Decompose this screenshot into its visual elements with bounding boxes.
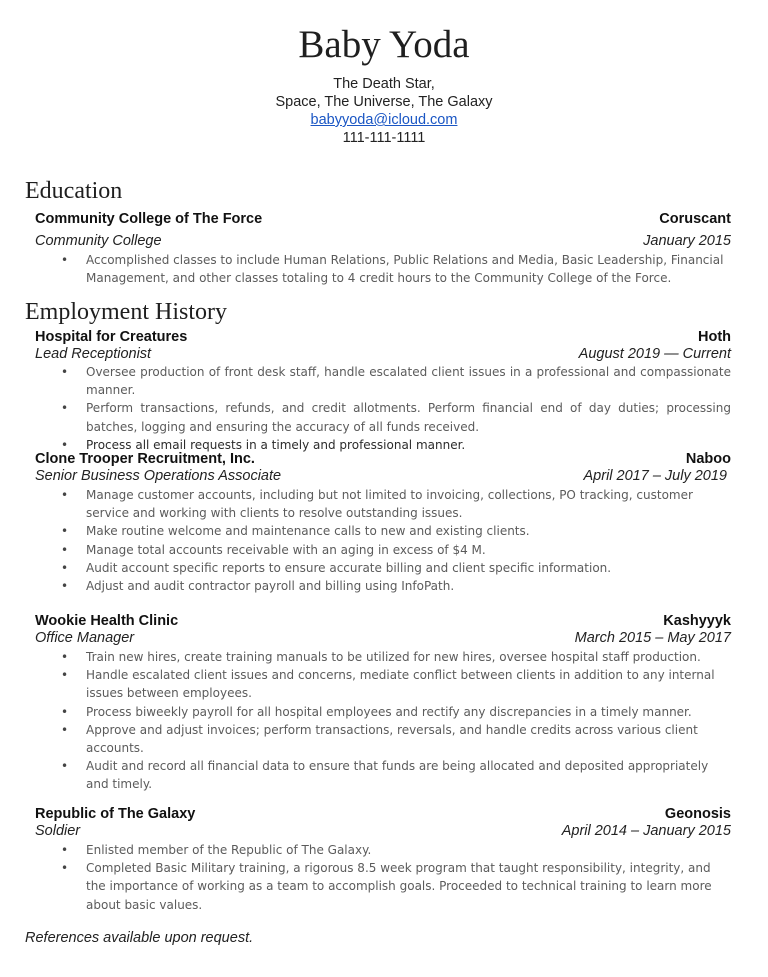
bullet-icon: • [61, 668, 69, 683]
employer-name: Wookie Health Clinic [35, 613, 179, 629]
job-dates: August 2019 — Current [578, 346, 731, 362]
bullet-icon: • [61, 579, 69, 594]
bullet-icon: • [61, 861, 69, 876]
education-school-row [35, 210, 731, 229]
bullet-icon: • [61, 488, 69, 502]
address-line-1: The Death Star, [333, 76, 435, 92]
job-bullets [58, 486, 708, 595]
job-role: Senior Business Operations Associate [35, 468, 282, 484]
job-location: Kashyyyk [663, 613, 731, 629]
job-role-row [35, 629, 731, 648]
phone-number: 111-111-1111 [342, 130, 426, 146]
education-heading: Education [25, 178, 123, 204]
bullet-icon: • [61, 253, 69, 267]
job-role-row [35, 467, 727, 486]
list-item: • Handle escalated client issues and concerns, mediate conflict between clients in addition to any internal issues between employees. [61, 668, 715, 701]
list-item: • Train new hires, create training manuals to be utilized for new hires, oversee hospital staff production. [58, 648, 731, 666]
list-item: • Perform transactions, refunds, and credit allotments. Perform financial end of day duties; processing batches, logging and ensuring the accuracy of all funds received. [61, 401, 731, 434]
list-item: • Process biweekly payroll for all hospital employees and rectify any discrepancies in a timely manner. [58, 703, 731, 721]
job-bullets [58, 363, 731, 454]
employer-name: Clone Trooper Recruitment, Inc. [35, 451, 255, 467]
bullet-icon: • [61, 560, 69, 575]
job-location: Geonosis [664, 806, 731, 822]
school-type: Community College [35, 233, 162, 249]
job-location: Naboo [685, 451, 731, 467]
references-note: References available upon request. [25, 930, 254, 946]
bullet-icon: • [61, 843, 69, 857]
job-dates: March 2015 – May 2017 [574, 630, 731, 646]
employment-heading: Employment History [25, 299, 227, 325]
list-item: • Make routine welcome and maintenance calls to new and existing clients. [58, 522, 708, 540]
school-name: Community College of The Force [35, 211, 263, 227]
job-bullets [58, 841, 731, 914]
education-date: January 2015 [643, 233, 731, 249]
job-location: Hoth [697, 329, 731, 345]
list-item: • Approve and adjust invoices; perform transactions, reversals, and handle credits across various client accounts. [61, 722, 698, 756]
list-item: • Manage total accounts receivable with an aging in excess of $4 M. [58, 541, 708, 559]
list-item: • Process all email requests in a timely and professional manner. [58, 436, 731, 454]
list-item: • Accomplished classes to include Human Relations, Public Relations and Media, Basic Leadership, Financial Management, and other classes totaling to 4 credit hours to the Community College of the Force. [61, 253, 724, 286]
resume-name: Baby Yoda [298, 23, 470, 66]
job-role-row [35, 822, 731, 841]
school-location: Coruscant [659, 211, 731, 227]
job-role: Soldier [35, 823, 81, 839]
job-dates: April 2014 – January 2015 [561, 823, 731, 839]
bullet-icon: • [61, 542, 69, 557]
list-item: • Manage customer accounts, including but not limited to invoicing, collections, PO tracking, customer service and working with clients to resolve outstanding issues. [61, 488, 693, 521]
list-item: • Audit and record all financial data to ensure that funds are being allocated and deposited appropriately and timely. [61, 759, 709, 792]
employer-name: Hospital for Creatures [35, 329, 188, 345]
education-type-row [35, 232, 731, 251]
job-role: Office Manager [35, 630, 135, 646]
list-item: • Enlisted member of the Republic of The Galaxy. [58, 841, 731, 859]
job-role: Lead Receptionist [35, 346, 152, 362]
bullet-icon: • [61, 759, 69, 774]
bullet-icon: • [61, 365, 69, 379]
email-link[interactable]: babyyoda@icloud.com [310, 112, 458, 128]
job-dates: April 2017 – July 2019 [583, 468, 727, 484]
education-bullets [58, 251, 731, 287]
list-item: • Completed Basic Military training, a rigorous 8.5 week program that taught responsibility, integrity, and the importance of working as a team to accomplish goals. Proceeded to technical training to learn more about basic values. [61, 861, 712, 912]
contact-block [0, 75, 768, 147]
job-role-row [35, 345, 731, 364]
bullet-icon: • [61, 722, 69, 737]
bullet-icon: • [61, 401, 69, 416]
list-item: • Oversee production of front desk staff, handle escalated client issues in a professional and compassionate manner. [61, 365, 731, 398]
list-item: • Audit account specific reports to ensure accurate billing and client specific information. [58, 559, 708, 577]
job-bullets [58, 648, 731, 794]
bullet-icon: • [61, 704, 69, 719]
bullet-icon: • [61, 437, 69, 452]
list-item: • Adjust and audit contractor payroll and billing using InfoPath. [58, 577, 708, 595]
bullet-icon: • [61, 524, 69, 539]
bullet-icon: • [61, 650, 69, 664]
employer-name: Republic of The Galaxy [35, 806, 196, 822]
address-line-2: Space, The Universe, The Galaxy [275, 94, 493, 110]
